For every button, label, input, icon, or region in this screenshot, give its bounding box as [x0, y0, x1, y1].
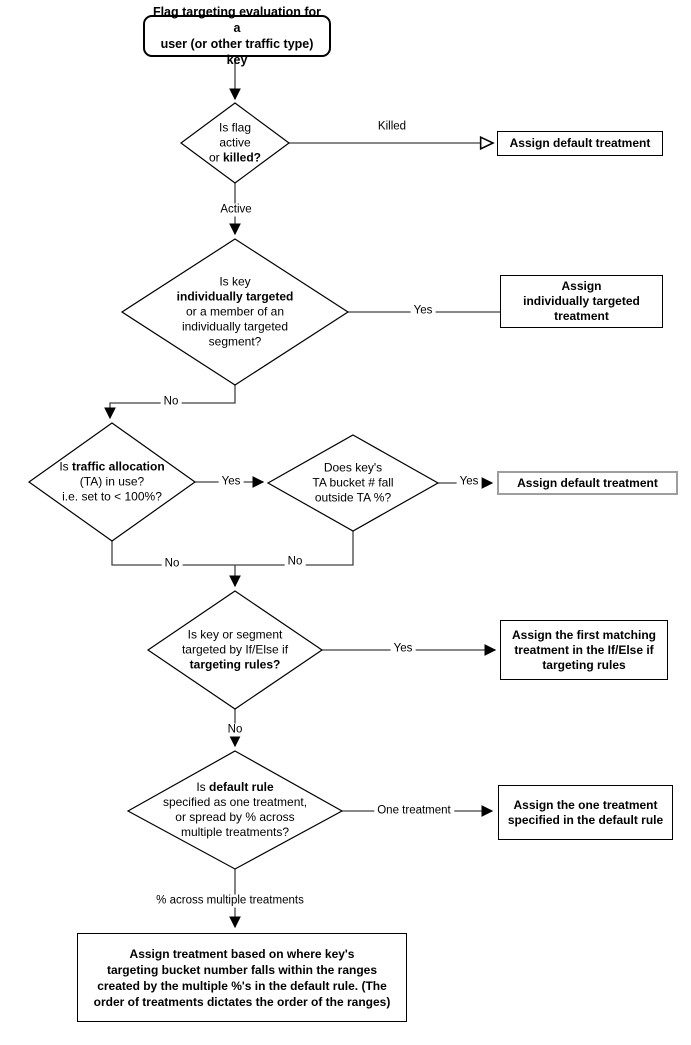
edge-label-yes-bucket: Yes [457, 476, 482, 489]
assign-first-matching-node: Assign the first matching treatment in the If/Else if targeting rules [500, 620, 668, 680]
edge-label-yes-ta: Yes [219, 476, 244, 489]
edge-label-no-bucket: No [285, 556, 306, 569]
decision-individually-targeted-text: Is key individually targeted or a member of an individually targeted segment? [176, 274, 294, 349]
start-node-line2: user (or other traffic type) key [160, 37, 314, 67]
edge-label-yes-individual: Yes [411, 305, 436, 318]
edge-label-one-treatment: One treatment [374, 805, 454, 818]
decision-flag-active-text: Is flag active or killed? [208, 120, 262, 165]
assign-default-treatment-ta-node: Assign default treatment [497, 471, 678, 495]
assign-one-treatment-node: Assign the one treatment specified in the default rule [498, 785, 673, 840]
edge-label-pct-split: % across multiple treatments [153, 895, 307, 908]
decision-default-rule-text: Is default rule specified as one treatment, or spread by % across multiple treatments? [162, 780, 308, 839]
assign-individually-targeted-node: Assign individually targeted treatment [500, 275, 663, 328]
decision-traffic-allocation-text: Is traffic allocation (TA) in use? i.e. set to < 100%? [59, 459, 165, 504]
assign-default-treatment-killed-node: Assign default treatment [497, 131, 663, 156]
edge-label-no-individual: No [161, 396, 182, 409]
edge-label-no-ta: No [162, 558, 183, 571]
decision-ta-bucket-text: Does key's TA bucket # fall outside TA %? [312, 460, 394, 505]
edge-label-active: Active [217, 204, 254, 217]
assign-bucket-range-node: Assign treatment based on where key's targeting bucket number falls within the ranges created by the multiple %'s in the default rule. (The order of treatments dictates the order of the ranges) [77, 933, 407, 1022]
start-node-line1: Flag targeting evaluation for a [152, 5, 322, 35]
edge-label-no-rules: No [225, 724, 246, 737]
start-node [143, 5, 331, 67]
edge-label-killed: Killed [375, 121, 409, 134]
edge-label-yes-rules: Yes [391, 643, 416, 656]
decision-targeting-rules-text: Is key or segment targeted by If/Else if targeting rules? [181, 627, 289, 672]
